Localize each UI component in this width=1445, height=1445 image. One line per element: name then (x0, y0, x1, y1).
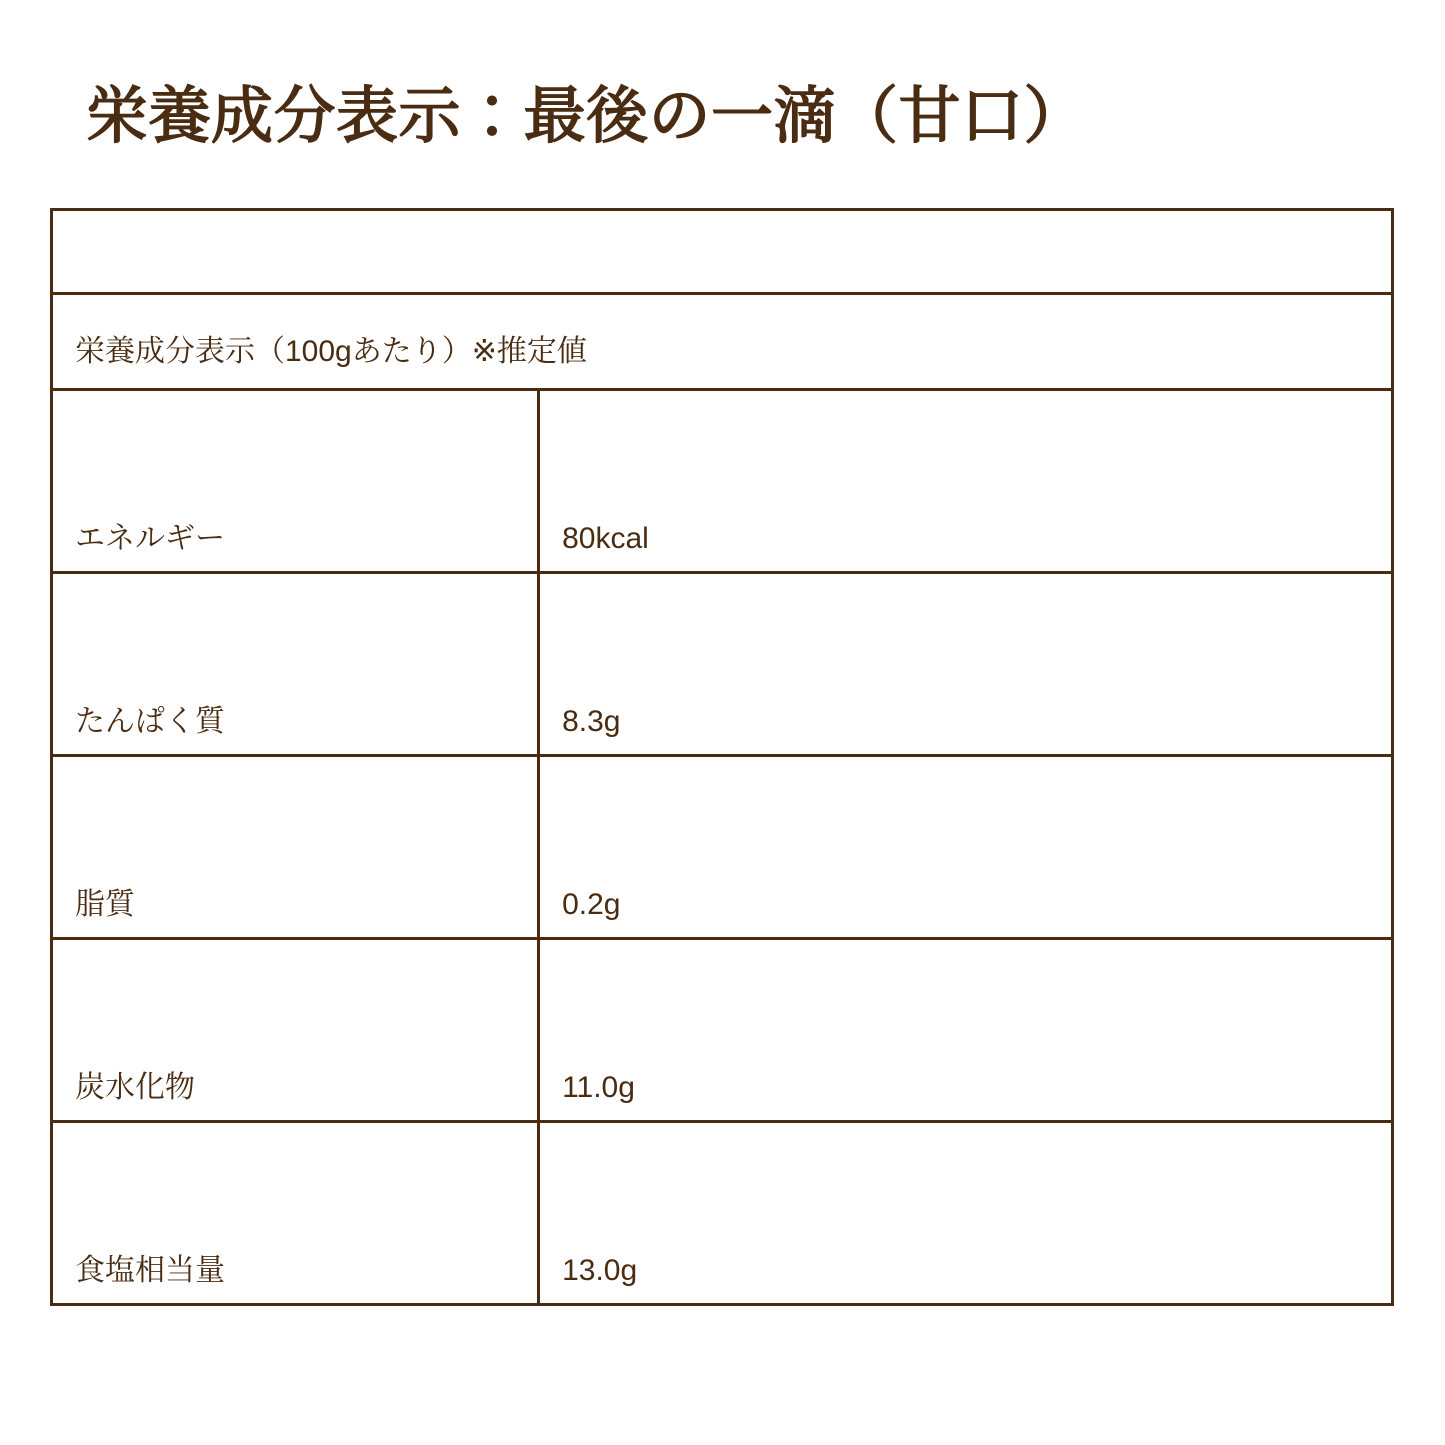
page-title: 栄養成分表示：最後の一滴（甘口） (86, 82, 1087, 151)
nutrient-value-fat: 0.2g (539, 756, 1393, 939)
nutrient-value-carbohydrate: 11.0g (539, 939, 1393, 1122)
table-top-spacer-cell (52, 210, 1393, 294)
nutrient-label-fat: 脂質 (52, 756, 539, 939)
nutrient-value-energy: 80kcal (539, 390, 1393, 573)
nutrient-label-carbohydrate: 炭水化物 (52, 939, 539, 1122)
table-caption-row (52, 294, 1393, 390)
nutrient-value-salt-equivalent: 13.0g (539, 1122, 1393, 1305)
table-top-spacer-row (52, 210, 1393, 294)
table-row (52, 573, 1393, 756)
nutrition-facts-table (50, 208, 1394, 1306)
table-row (52, 1122, 1393, 1305)
nutrient-label-energy: エネルギー (52, 390, 539, 573)
table-row (52, 939, 1393, 1122)
table-row (52, 390, 1393, 573)
nutrient-value-protein: 8.3g (539, 573, 1393, 756)
nutrient-label-salt-equivalent: 食塩相当量 (52, 1122, 539, 1305)
table-row (52, 756, 1393, 939)
nutrient-label-protein: たんぱく質 (52, 573, 539, 756)
table-caption-cell: 栄養成分表示（100gあたり）※推定値 (52, 294, 1393, 390)
